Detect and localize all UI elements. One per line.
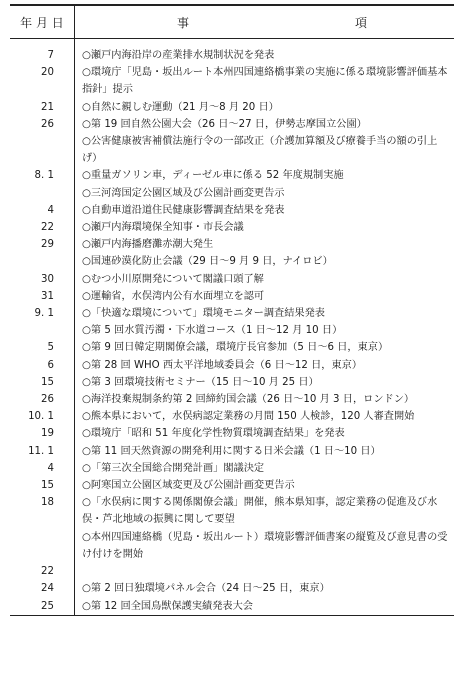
table-row [10, 39, 454, 65]
table-row [10, 529, 454, 563]
row-event: ○環境庁「昭和 51 年度化学性物質環境調査結果」を発表 [82, 428, 345, 440]
table-row [10, 322, 454, 339]
table-row [10, 494, 454, 528]
event-column-header [75, 5, 455, 39]
row-date: 11. 1 [10, 443, 75, 460]
table-row [10, 271, 454, 288]
row-event: ○「第三次全国総合開発計画」閣議決定 [82, 462, 265, 474]
row-event: ○運輸省，水俣湾内公有水面埋立を認可 [82, 290, 265, 302]
table-row [10, 133, 454, 167]
row-event: ○熊本県において，水俣病認定業務の月間 150 人検診，120 人審査開始 [82, 411, 415, 423]
table-row [10, 253, 454, 270]
row-event: ○瀬戸内海環境保全知事・市長会議 [82, 222, 244, 234]
row-date: 22 [10, 219, 75, 236]
table-row [10, 408, 454, 425]
row-event: ○三河湾国定公園区域及び公園計画変更告示 [82, 187, 285, 199]
row-event: ○第 28 回 WHO 西太平洋地域委員会（6 日～12 日，東京） [82, 359, 363, 371]
row-event: ○本州四国連絡橋（児島・坂出ルート）環境影響評価書案の縦覧及び意見書の受け付けを開始 [82, 531, 448, 560]
row-date: 19 [10, 425, 75, 442]
row-date [10, 322, 75, 339]
event-header-char-1: 事 [177, 16, 190, 30]
row-date: 15 [10, 477, 75, 494]
table-row [10, 219, 454, 236]
row-event: ○第 19 回自然公園大会（26 日～27 日，伊勢志摩国立公園） [82, 118, 367, 130]
row-event: ○重量ガソリン車，ディーゼル車に係る 52 年度規制実施 [82, 170, 344, 182]
row-event: ○「快適な環境について」環境モニター調査結果発表 [82, 308, 325, 320]
row-event: ○瀬戸内海沿岸の産業排水規制状況を発表 [82, 50, 275, 61]
date-column-header: 年 月 日 [10, 5, 75, 39]
table-row [10, 64, 454, 98]
event-header-char-2: 項 [355, 16, 368, 30]
row-event: ○環境庁「児島・坂出ルート本州四国連絡橋事業の実施に係る環境影響評価基本指針」提示 [82, 67, 448, 96]
row-date: 10. 1 [10, 408, 75, 425]
table-row [10, 425, 454, 442]
row-date: 6 [10, 357, 75, 374]
row-date: 5 [10, 339, 75, 356]
row-event: ○第 9 回日韓定期閣僚会議，環境庁長官参加（5 日～6 日，東京） [82, 342, 389, 354]
row-date: 21 [10, 99, 75, 116]
table-row [10, 580, 454, 597]
table-row [10, 167, 454, 184]
table-body [10, 39, 454, 616]
row-date: 25 [10, 598, 75, 616]
row-event: ○国連砂漠化防止会議（29 日～9 月 9 日，ナイロビ） [82, 256, 333, 268]
row-event: ○公害健康被害補償法施行令の一部改正（介護加算額及び療養手当の額の引上げ） [82, 136, 438, 165]
table-row [10, 443, 454, 460]
table-row [10, 391, 454, 408]
table-row [10, 99, 454, 116]
table-row [10, 202, 454, 219]
table-row [10, 598, 454, 616]
row-date: 24 [10, 580, 75, 597]
table-row [10, 116, 454, 133]
table-row [10, 288, 454, 305]
row-event: ○自然に親しむ運動（21 月～8 月 20 日） [82, 101, 279, 113]
row-event: ○第 11 回天然資源の開発利用に関する日米会議（1 日～10 日） [82, 445, 381, 457]
table-row [10, 357, 454, 374]
row-date: 4 [10, 460, 75, 477]
row-date: 31 [10, 288, 75, 305]
row-date [10, 133, 75, 167]
row-event: ○海洋投棄規制条約第 2 回締約国会議（26 日～10 月 3 日，ロンドン） [82, 394, 415, 406]
row-date [10, 185, 75, 202]
row-date: 30 [10, 271, 75, 288]
row-date [10, 253, 75, 270]
row-event: ○「水俣病に関する関係閣僚会議」開催，熊本県知事，認定業務の促進及び水俣・芦北地域の振興に関して要望 [82, 497, 438, 526]
row-date: 20 [10, 64, 75, 98]
row-event [75, 563, 455, 580]
row-date: 22 [10, 563, 75, 580]
row-date: 26 [10, 116, 75, 133]
row-date: 8. 1 [10, 167, 75, 184]
table-row [10, 185, 454, 202]
row-date: 15 [10, 374, 75, 391]
table-header-row [10, 5, 454, 39]
row-event: ○むつ小川原開発について閣議口頭了解 [82, 273, 264, 285]
row-event: ○第 5 回水質汚濁・下水道コース（1 日～12 月 10 日） [82, 325, 343, 337]
table-row [10, 339, 454, 356]
table-row [10, 460, 454, 477]
row-event: ○第 3 回環境技術セミナー（15 日～10 月 25 日） [82, 376, 319, 388]
table-row [10, 563, 454, 580]
table-row [10, 477, 454, 494]
row-event: ○瀬戸内海播磨灘赤潮大発生 [82, 239, 214, 251]
chronology-table [10, 4, 454, 616]
row-date: 9. 1 [10, 305, 75, 322]
row-event: ○阿寒国立公園区域変更及び公園計画変更告示 [82, 480, 295, 492]
row-date [10, 529, 75, 563]
row-date: 4 [10, 202, 75, 219]
table-row [10, 305, 454, 322]
row-event: ○第 2 回日独環境パネル会合（24 日～25 日，東京） [82, 583, 330, 595]
row-date: 7 [10, 39, 75, 65]
table-row [10, 374, 454, 391]
row-event: ○第 12 回全国鳥獣保護実績発表大会 [75, 598, 455, 616]
table-row [10, 236, 454, 253]
row-event: ○自動車道沿道住民健康影響調査結果を発表 [82, 204, 285, 216]
row-date: 29 [10, 236, 75, 253]
row-date: 26 [10, 391, 75, 408]
row-date: 18 [10, 494, 75, 528]
